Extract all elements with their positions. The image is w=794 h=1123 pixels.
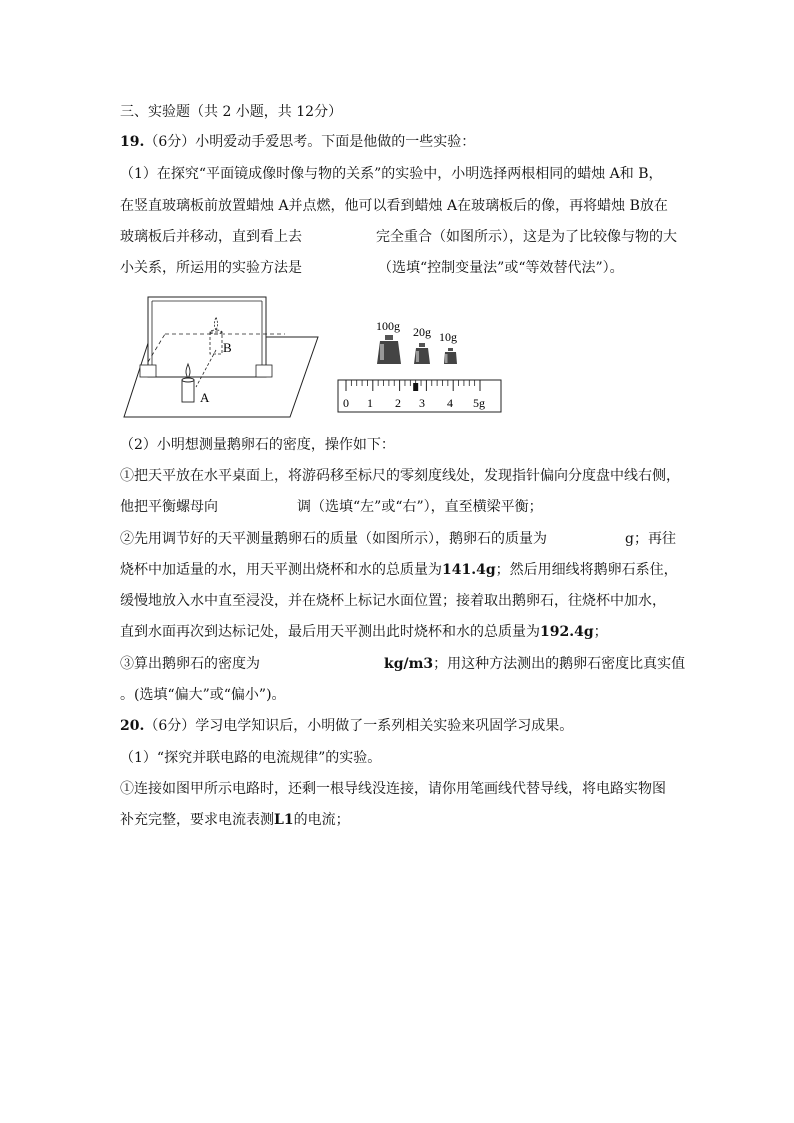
q19-intro: （6分）小明爱动手爱思考。下面是他做的一些实验： [144, 134, 476, 150]
q19-step2-line3: 缓慢地放入水中直至浸没，并在烧杯上标记水面位置；接着取出鹅卵石，往烧杯中加水， [120, 593, 666, 609]
q19-step3-line1 [120, 655, 685, 673]
ruler-tick-label-0: 0 [343, 396, 349, 410]
ruler-tick-label-1: 1 [367, 396, 373, 410]
q19-p1-line1: （1）在探究“平面镜成像时像与物的关系”的实验中，小明选择两根相同的蜡烛 A和 B， [120, 166, 663, 182]
q19-p1-line3-b: 完全重合（如图所示），这是为了比较像与物的大 [376, 229, 677, 245]
weight-10g [444, 348, 457, 364]
q19-step2-mass2: 192.4g [540, 624, 594, 640]
ruler-tick-label-2: 2 [395, 396, 401, 410]
weight-label-20g: 20g [413, 325, 431, 339]
q19-step3-line1-b: ；用这种方法测出的鹅卵石密度比真实值 [433, 656, 686, 672]
mirror-label-a: A [200, 390, 210, 405]
q19-step2-line1-a: ②先用调节好的天平测量鹅卵石的质量（如图所示），鹅卵石的质量为 [120, 531, 547, 547]
q20-step1-line1: ①连接如图甲所示电路时，还剩一根导线没连接，请你用笔画线代替导线，将电路实物图 [120, 781, 666, 797]
q19-step3-line1-a: ③算出鹅卵石的密度为 [120, 656, 260, 672]
q19-number: 19. [120, 134, 145, 150]
q19-p1-line3 [120, 228, 677, 246]
weight-label-100g: 100g [376, 319, 400, 333]
q20-p1-title: （1）“探究并联电路的电流规律”的实验。 [120, 750, 382, 766]
q19-p1-line4-b: （选填“控制变量法”或“等效替代法”）。 [378, 260, 624, 276]
mirror-label-b: B [223, 340, 232, 355]
q19-step2-line4-b: ； [593, 624, 608, 640]
ruler-tick-label-5: 5g [473, 396, 485, 410]
q19-step3-unit: kg/m3 [384, 656, 434, 672]
q19-step1-line2-a: 他把平衡螺母向 [120, 499, 218, 515]
ruler-tick-label-3: 3 [419, 396, 425, 410]
ruler-tick-label-4: 4 [447, 396, 453, 410]
q19-step2-line2 [120, 561, 678, 579]
q19-step2-line4-a: 直到水面再次到达标记处，最后用天平测出此时烧杯和水的总质量为 [120, 624, 540, 640]
q20-step1-line2-b: 的电流； [293, 812, 350, 828]
weight-100g [377, 335, 401, 364]
q19-intro-line [120, 133, 475, 151]
q20-step1-line2-a: 补充完整，要求电流表测 [120, 812, 274, 828]
ruler-rider [413, 383, 418, 391]
q19-step2-line4 [120, 623, 608, 641]
q19-step1-line2-b: 调（选填“左”或“右”），直至横梁平衡； [297, 499, 543, 515]
weight-20g [414, 343, 430, 364]
q20-intro: （6分）学习电学知识后，小明做了一系列相关实验来巩固学习成果。 [144, 718, 574, 734]
q19-step1-line2 [120, 498, 543, 516]
q20-ammeter-target: L1 [274, 812, 294, 828]
weight-label-10g: 10g [439, 330, 457, 344]
q20-step1-line2 [120, 811, 350, 829]
q19-p1-line3-a: 玻璃板后并移动，直到看上去 [120, 229, 302, 245]
q19-step3-line2: 。(选填“偏大”或“偏小”)。 [120, 687, 286, 703]
q19-step2-line2-b: ；然后用细线将鹅卵石系住， [495, 562, 678, 578]
section-title: 三、实验题（共 2 小题，共 12分） [120, 104, 343, 120]
q19-p1-line2: 在竖直玻璃板前放置蜡烛 A并点燃，他可以看到蜡烛 A在玻璃板后的像，再将蜡烛 B放在 [120, 198, 668, 214]
q19-p2-title: （2）小明想测量鹅卵石的密度，操作如下： [120, 437, 395, 453]
balance-figure [330, 312, 510, 416]
mirror-candle-figure [120, 292, 320, 422]
q19-step2-line1 [120, 530, 676, 548]
q19-p1-line4-a: 小关系，所运用的实验方法是 [120, 260, 302, 276]
q19-step2-mass1: 141.4g [442, 562, 496, 578]
q19-step2-line1-b: g；再往 [625, 531, 676, 547]
q19-step2-line2-a: 烧杯中加适量的水，用天平测出烧杯和水的总质量为 [120, 562, 442, 578]
q19-p1-line4 [120, 259, 624, 277]
q20-number: 20. [120, 718, 145, 734]
q20-intro-line [120, 717, 573, 735]
q19-step1-line1: ①把天平放在水平桌面上，将游码移至标尺的零刻度线处，发现指针偏向分度盘中线右侧， [120, 468, 680, 484]
